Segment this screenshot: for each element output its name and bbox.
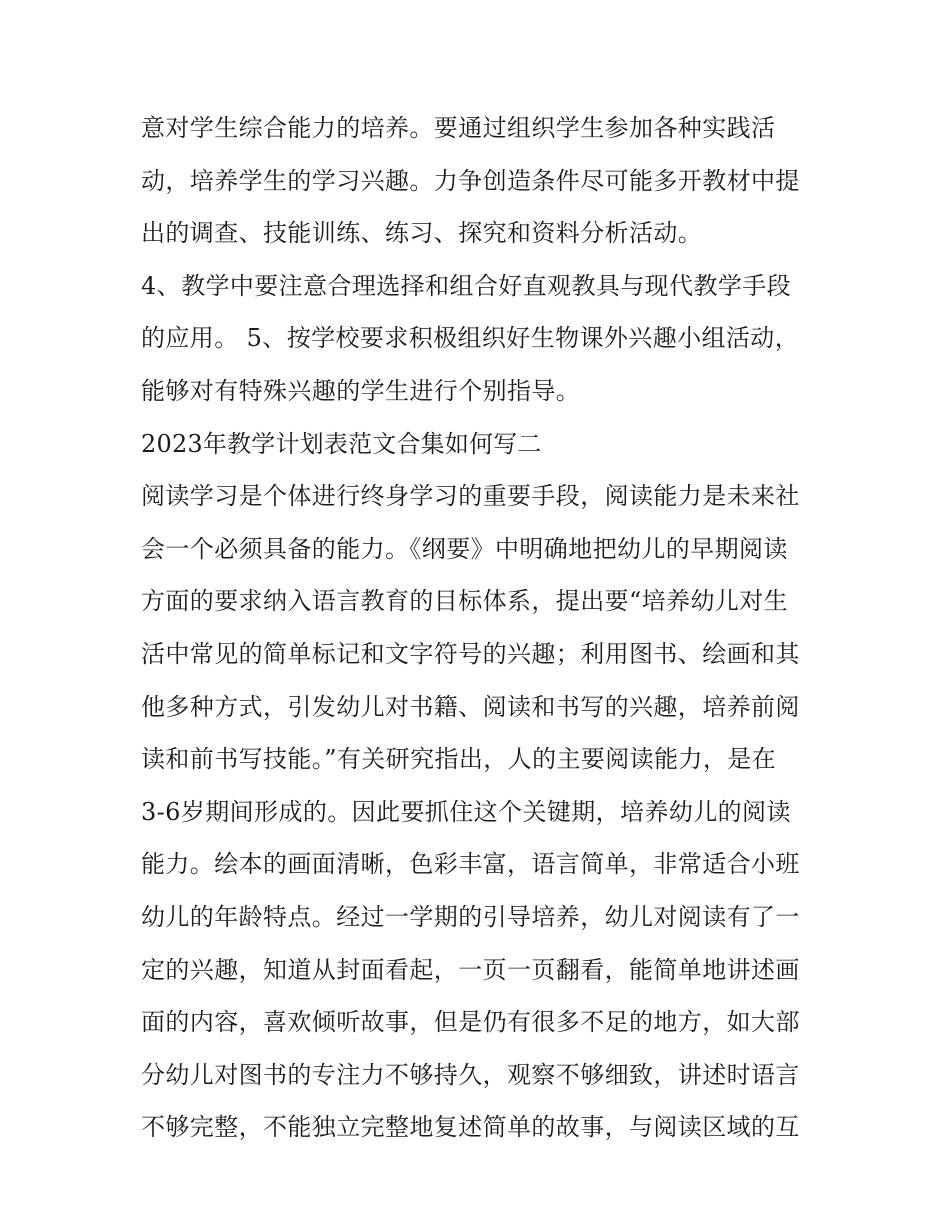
paragraph-line: 动，培养学生的学习兴趣。力争创造条件尽可能多开教材中提: [141, 166, 800, 195]
section-heading: 2023年教学计划表范文合集如何写二: [141, 429, 542, 458]
paragraph-line: 他多种方式，引发幼儿对书籍、阅读和书写的兴趣，培养前阅: [141, 692, 800, 721]
paragraph-line: 阅读学习是个体进行终身学习的重要手段，阅读能力是未来社: [141, 482, 800, 511]
document-body: [141, 108, 821, 1160]
paragraph-line: 意对学生综合能力的培养。要通过组织学生参加各种实践活: [141, 114, 776, 142]
paragraph-line: 读和前书写技能。”有关研究指出，人的主要阅读能力，是在: [141, 745, 777, 774]
paragraph-line: 会一个必须具备的能力。《纲要》中明确地把幼儿的早期阅读: [141, 534, 788, 563]
paragraph-line: 定的兴趣，知道从封面看起，一页一页翻看，能简单地讲述画: [141, 955, 800, 984]
paragraph-line: 能够对有特殊兴趣的学生进行个别指导。: [141, 376, 581, 405]
paragraph-line: 分幼儿对图书的专注力不够持久，观察不够细致，讲述时语言: [141, 1060, 800, 1089]
paragraph-line: 不够完整，不能独立完整地复述简单的故事，与阅读区域的互: [141, 1113, 800, 1142]
paragraph-line: 的应用。 5、按学校要求积极组织好生物课外兴趣小组活动，: [141, 324, 800, 353]
paragraph-line: 出的调查、技能训练、练习、探究和资料分析活动。: [141, 219, 703, 248]
paragraph-line: 活中常见的简单标记和文字符号的兴趣；利用图书、绘画和其: [141, 639, 800, 668]
paragraph-line: 4、教学中要注意合理选择和组合好直观教具与现代教学手段: [141, 271, 792, 300]
paragraph-line: 面的内容，喜欢倾听故事，但是仍有很多不足的地方，如大部: [141, 1008, 800, 1037]
paragraph-line: 能力。绘本的画面清晰，色彩丰富，语言简单，非常适合小班: [141, 850, 800, 879]
paragraph-line: 3-6岁期间形成的。因此要抓住这个关键期，培养幼儿的阅读: [141, 797, 791, 826]
paragraph-line: 方面的要求纳入语言教育的目标体系，提出要“培养幼儿对生: [141, 587, 789, 616]
paragraph-line: 幼儿的年龄特点。经过一学期的引导培养，幼儿对阅读有了一: [141, 902, 800, 931]
